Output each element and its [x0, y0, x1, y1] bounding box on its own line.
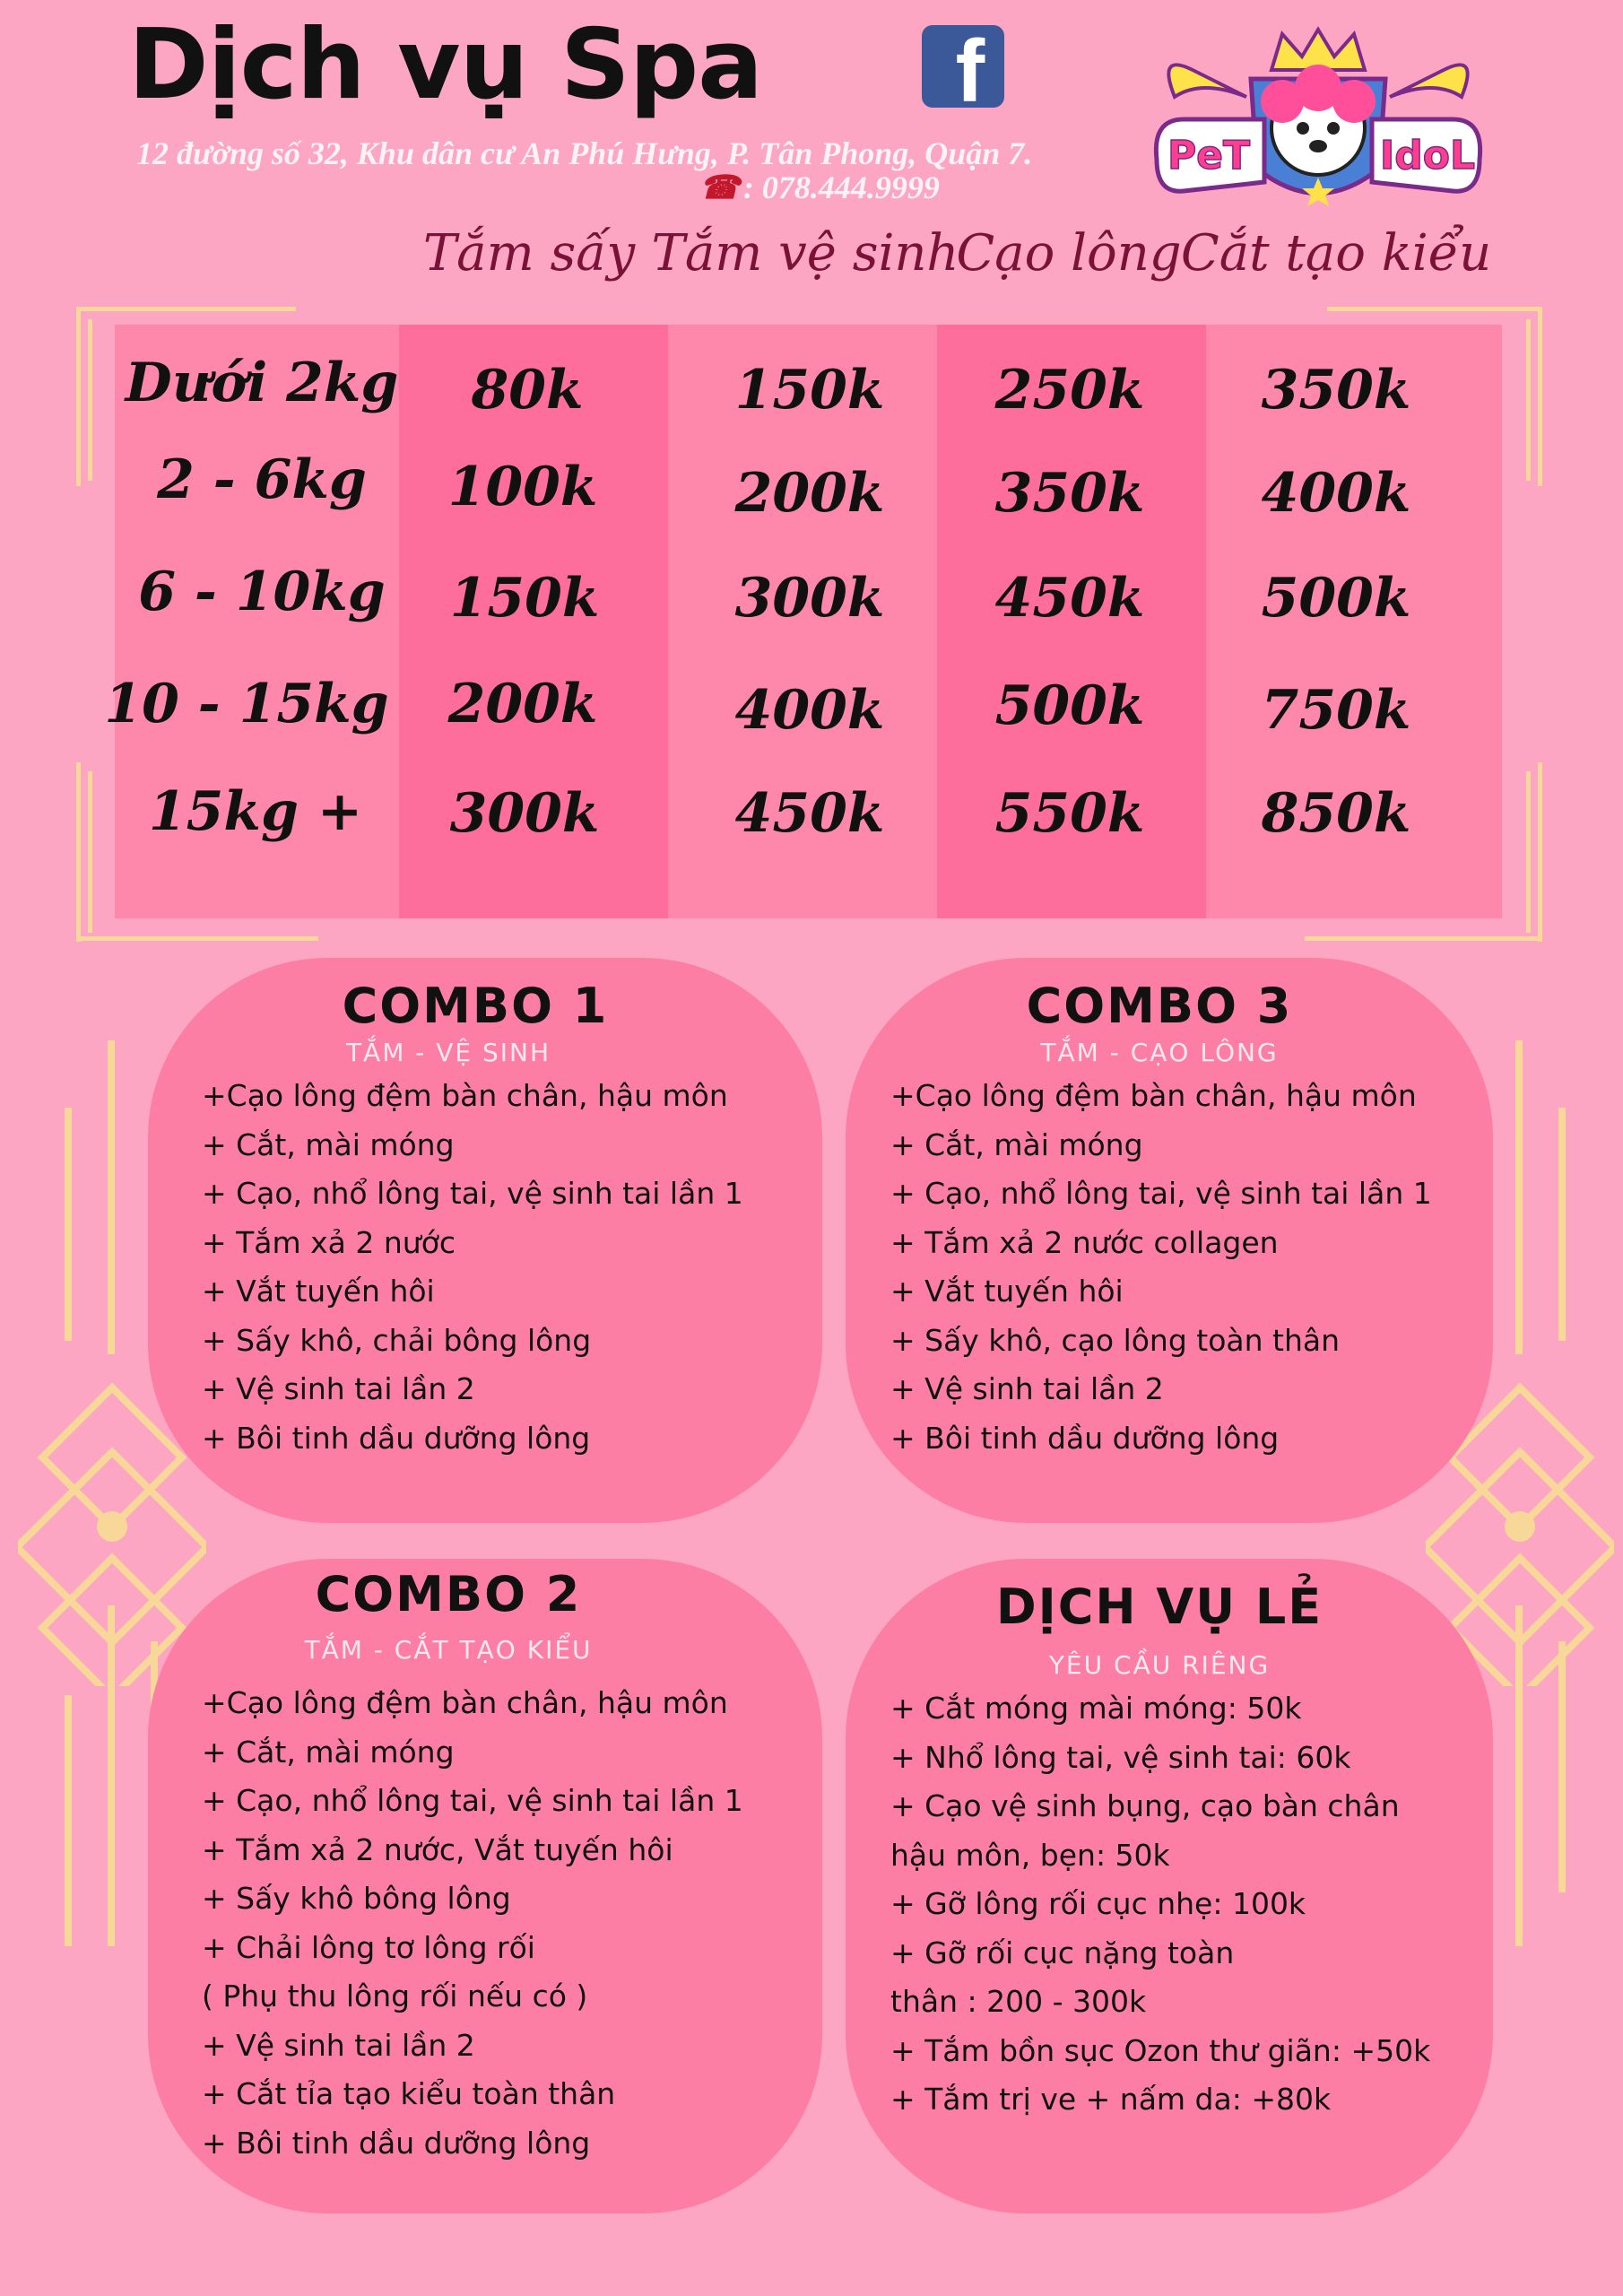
list-item: + Vắt tuyến hôi	[890, 1274, 1124, 1309]
weight-label: 2 - 6kg	[157, 448, 367, 511]
list-item: + Vệ sinh tai lần 2	[890, 1371, 1164, 1406]
list-item: + Tắm bồn sục Ozon thư giãn: +50k	[890, 2032, 1431, 2068]
list-item: + Sấy khô, cạo lông toàn thân	[890, 1322, 1341, 1358]
price-cell: 450k	[734, 782, 885, 845]
weight-label: 10 - 15kg	[104, 673, 389, 735]
combo-1-items	[202, 1072, 743, 1463]
price-cell: 750k	[1261, 679, 1411, 742]
weight-label: Dưới 2kg	[125, 352, 399, 414]
list-item: + Gỡ rối cục nặng toàn	[890, 1935, 1235, 1970]
weight-label: 15kg +	[148, 780, 363, 843]
price-cell: 300k	[449, 782, 600, 845]
combo-3-title: COMBO 3	[1026, 978, 1293, 1034]
combo-2-items	[202, 1679, 743, 2168]
logo-text-right: IdoL	[1379, 133, 1476, 178]
price-cell: 450k	[994, 567, 1145, 630]
price-cell: 250k	[994, 359, 1145, 422]
list-item: + Tắm xả 2 nước, Vắt tuyến hôi	[202, 1831, 673, 1867]
list-item: + Sấy khô, chải bông lông	[202, 1322, 592, 1358]
price-cell: 150k	[449, 567, 600, 630]
combo-3-subtitle: TẮM - CẠO LÔNG	[1040, 1038, 1279, 1067]
price-cell: 500k	[1261, 567, 1411, 630]
list-item: + Bôi tinh dầu dưỡng lông	[202, 1420, 591, 1456]
list-item: + Cắt, mài móng	[890, 1126, 1143, 1162]
list-item: thân : 200 - 300k	[890, 1984, 1147, 2019]
logo-text-left: PeT	[1167, 133, 1251, 178]
list-item: +Cạo lông đệm bàn chân, hậu môn	[202, 1685, 728, 1720]
list-item: + Vệ sinh tai lần 2	[202, 2027, 475, 2063]
combo-2-subtitle: TẮM - CẮT TẠO KIỂU	[304, 1635, 593, 1665]
phone-line[interactable]	[699, 169, 940, 206]
price-cell: 200k	[447, 673, 598, 735]
shop-address: 12 đường số 32, Khu dân cư An Phú Hưng, P. Tân Phong, Quận 7.	[136, 135, 1033, 171]
list-item: + Tắm xả 2 nước collagen	[890, 1224, 1279, 1260]
list-item: ( Phụ thu lông rối nếu có )	[202, 1979, 588, 2013]
column-header-tam-say: Tắm sấy	[422, 224, 636, 283]
list-item: hậu môn, bẹn: 50k	[890, 1837, 1170, 1873]
facebook-icon[interactable]: f	[922, 25, 1004, 108]
price-cell: 300k	[734, 567, 885, 630]
price-cell: 400k	[734, 679, 885, 742]
price-cell: 80k	[471, 359, 584, 422]
price-cell: 400k	[1261, 462, 1411, 525]
combo-2-title: COMBO 2	[315, 1566, 582, 1622]
extra-services-subtitle: YÊU CẦU RIÊNG	[1048, 1650, 1271, 1680]
column-header-cat-tao-kieu: Cắt tạo kiểu	[1180, 224, 1492, 283]
price-cell: 350k	[1261, 359, 1411, 422]
list-item: + Vắt tuyến hôi	[202, 1274, 435, 1309]
price-cell: 350k	[994, 462, 1145, 525]
list-item: + Tắm trị ve + nấm da: +80k	[890, 2082, 1332, 2117]
list-item: + Cạo, nhổ lông tai, vệ sinh tai lần 1	[202, 1176, 743, 1211]
price-cell: 850k	[1261, 782, 1411, 845]
combo-1-subtitle: TẮM - VỆ SINH	[345, 1038, 551, 1067]
list-item: + Cắt móng mài móng: 50k	[890, 1691, 1302, 1726]
price-cell: 500k	[994, 674, 1145, 737]
list-item: +Cạo lông đệm bàn chân, hậu môn	[890, 1078, 1417, 1113]
price-cell: 200k	[734, 462, 885, 525]
phone-icon: ☎	[699, 170, 740, 205]
price-cell: 100k	[447, 456, 598, 518]
list-item: + Tắm xả 2 nước	[202, 1224, 456, 1260]
list-item: + Gỡ lông rối cục nhẹ: 100k	[890, 1886, 1306, 1921]
price-cell: 550k	[994, 782, 1145, 845]
price-cell: 150k	[734, 359, 885, 422]
phone-number: : 078.444.9999	[742, 170, 940, 205]
combo-3-items	[890, 1072, 1432, 1463]
list-item: + Nhổ lông tai, vệ sinh tai: 60k	[890, 1739, 1351, 1775]
list-item: + Bôi tinh dầu dưỡng lông	[202, 2125, 591, 2161]
list-item: + Cạo, nhổ lông tai, vệ sinh tai lần 1	[202, 1783, 743, 1818]
list-item: + Bôi tinh dầu dưỡng lông	[890, 1420, 1280, 1456]
extra-services-title: DỊCH VỤ LẺ	[995, 1578, 1324, 1635]
list-item: + Cắt, mài móng	[202, 1126, 455, 1162]
combo-1-title: COMBO 1	[342, 978, 609, 1034]
column-header-tam-ve-sinh: Tắm vệ sinh	[651, 224, 959, 283]
extra-services-items	[890, 1684, 1430, 2125]
list-item: + Cắt, mài móng	[202, 1734, 455, 1770]
list-item: + Cạo vệ sinh bụng, cạo bàn chân	[890, 1788, 1400, 1823]
list-item: + Sấy khô bông lông	[202, 1881, 511, 1916]
list-item: + Vệ sinh tai lần 2	[202, 1371, 475, 1406]
list-item: + Chải lông tơ lông rối	[202, 1929, 535, 1965]
weight-label: 6 - 10kg	[138, 561, 386, 623]
pet-idol-logo	[1139, 16, 1497, 222]
column-header-cao-long: Cạo lông	[956, 224, 1182, 283]
page-title: Dịch vụ Spa	[128, 9, 763, 121]
list-item: +Cạo lông đệm bàn chân, hậu môn	[202, 1078, 728, 1113]
list-item: + Cạo, nhổ lông tai, vệ sinh tai lần 1	[890, 1176, 1432, 1211]
list-item: + Cắt tỉa tạo kiểu toàn thân	[202, 2076, 616, 2111]
